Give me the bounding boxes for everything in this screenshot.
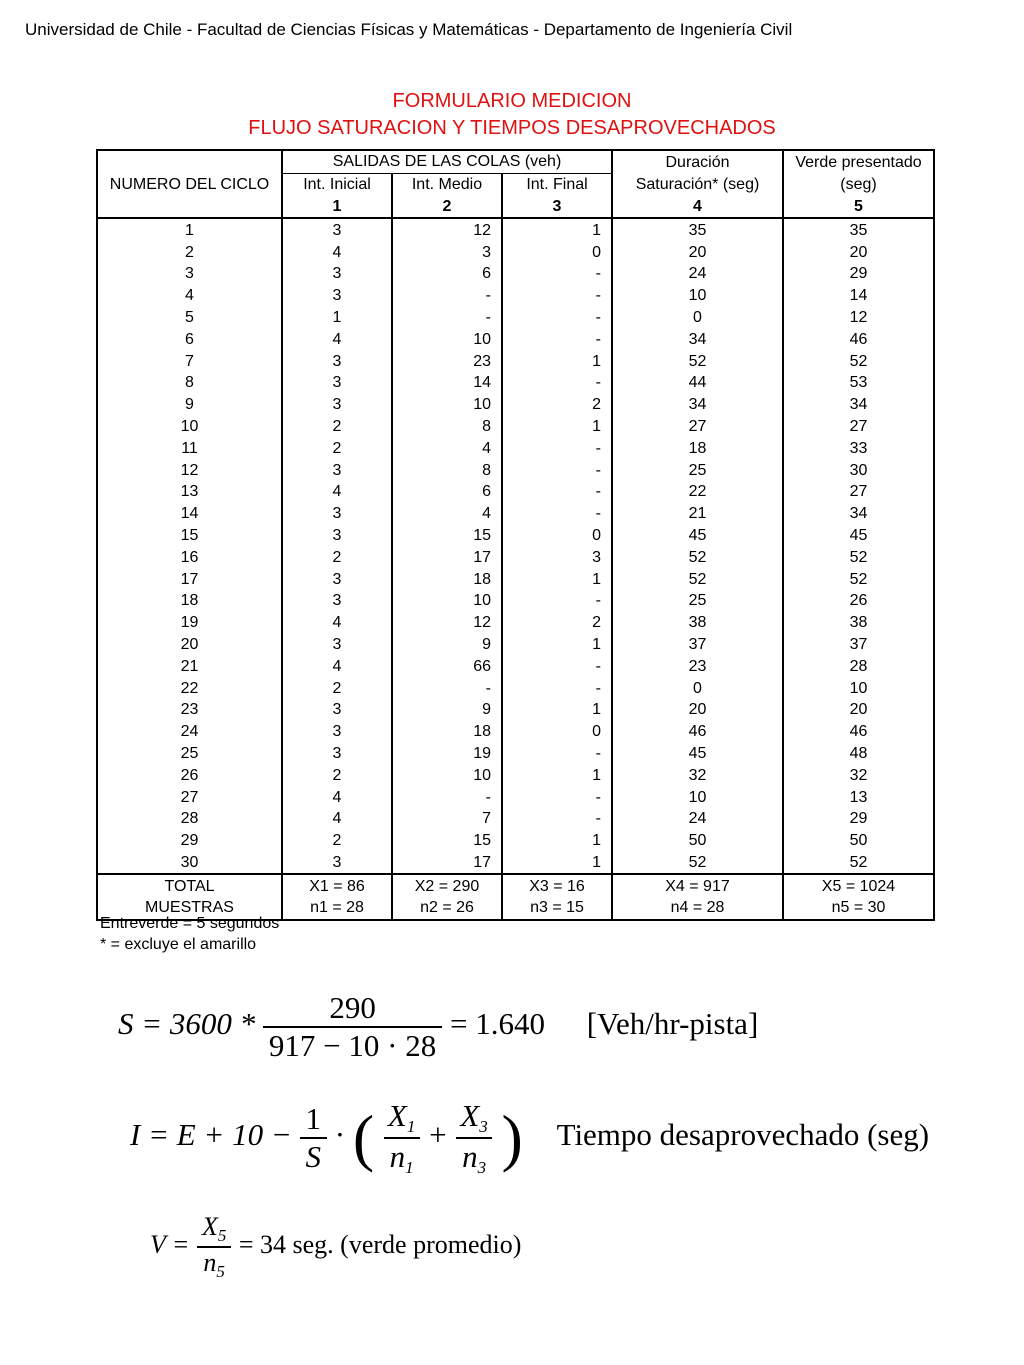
col-number-3: 3: [502, 196, 612, 219]
value-cell: -: [502, 481, 612, 503]
table-row: [97, 350, 934, 372]
cycle-number-cell: 21: [97, 655, 282, 677]
value-cell: 30: [783, 459, 934, 481]
cycle-number-cell: 6: [97, 328, 282, 350]
value-cell: 9: [392, 699, 502, 721]
header-initial: Int. Inicial: [282, 173, 392, 195]
cycle-number-cell: 23: [97, 699, 282, 721]
value-cell: 2: [502, 394, 612, 416]
value-cell: 3: [282, 721, 392, 743]
value-cell: 20: [783, 699, 934, 721]
cycle-number-cell: 16: [97, 546, 282, 568]
value-cell: 3: [282, 263, 392, 285]
value-cell: 46: [612, 721, 783, 743]
table-row: [97, 285, 934, 307]
cycle-number-cell: 14: [97, 503, 282, 525]
formula-i-lhs: I = E + 10 −: [130, 1117, 292, 1153]
value-cell: -: [502, 285, 612, 307]
value-cell: 14: [392, 372, 502, 394]
cycle-number-cell: 8: [97, 372, 282, 394]
formula-i-unit: Tiempo desaprovechado (seg): [556, 1117, 930, 1153]
cycle-number-cell: 5: [97, 307, 282, 329]
value-cell: 26: [783, 590, 934, 612]
value-cell: 46: [783, 328, 934, 350]
value-cell: 1: [502, 218, 612, 241]
value-cell: 3: [282, 743, 392, 765]
value-cell: 24: [612, 263, 783, 285]
note-yellow: * = excluye el amarillo: [100, 936, 257, 953]
table-row: [97, 808, 934, 830]
value-cell: 4: [392, 437, 502, 459]
formula-v-lhs: V =: [150, 1229, 190, 1259]
value-cell: 18: [612, 437, 783, 459]
value-cell: 53: [783, 372, 934, 394]
table-row: [97, 655, 934, 677]
value-cell: 2: [282, 830, 392, 852]
form-title: FORMULARIO MEDICION: [392, 90, 632, 112]
table-row: [97, 721, 934, 743]
formula-i-fraction: [300, 1101, 328, 1175]
value-cell: 27: [612, 416, 783, 438]
value-cell: 10: [612, 786, 783, 808]
value-cell: 18: [392, 568, 502, 590]
value-cell: 34: [783, 394, 934, 416]
value-cell: 21: [612, 503, 783, 525]
value-cell: 2: [282, 416, 392, 438]
value-cell: 27: [783, 416, 934, 438]
table-row: [97, 263, 934, 285]
samples-n5: n5 = 30: [783, 897, 934, 920]
total-x5: X5 = 1024: [783, 874, 934, 897]
cycle-number-cell: 15: [97, 525, 282, 547]
value-cell: 0: [612, 307, 783, 329]
value-cell: 6: [392, 263, 502, 285]
value-cell: 38: [612, 612, 783, 634]
value-cell: -: [392, 677, 502, 699]
value-cell: 6: [392, 481, 502, 503]
value-cell: 10: [392, 328, 502, 350]
value-cell: 23: [392, 350, 502, 372]
value-cell: 2: [282, 677, 392, 699]
value-cell: 2: [502, 612, 612, 634]
value-cell: 1: [502, 416, 612, 438]
value-cell: -: [502, 786, 612, 808]
value-cell: -: [502, 437, 612, 459]
cycle-number-cell: 3: [97, 263, 282, 285]
value-cell: 22: [612, 481, 783, 503]
value-cell: 45: [783, 525, 934, 547]
value-cell: 4: [392, 503, 502, 525]
value-cell: 14: [783, 285, 934, 307]
samples-n4: n4 = 28: [612, 897, 783, 920]
value-cell: -: [502, 677, 612, 699]
value-cell: 10: [392, 590, 502, 612]
value-cell: 15: [392, 830, 502, 852]
table-row: [97, 481, 934, 503]
formula-lost-time: I = E + 10 − $\frac{1}{S}$ · ( $\frac{X_1}{n_1}$ + $\frac{X_3}{n_3}$ ) Tiempo desaprovechado (seg): [130, 1098, 930, 1177]
cycle-number-cell: 9: [97, 394, 282, 416]
value-cell: 3: [282, 394, 392, 416]
value-cell: 20: [612, 241, 783, 263]
value-cell: 9: [392, 634, 502, 656]
formula-s-result: = 1.640: [449, 1006, 545, 1042]
table-row: [97, 372, 934, 394]
value-cell: 17: [392, 546, 502, 568]
table-row: [97, 328, 934, 350]
value-cell: 12: [392, 612, 502, 634]
value-cell: -: [392, 285, 502, 307]
table-row: [97, 437, 934, 459]
value-cell: 0: [612, 677, 783, 699]
header-duration-1: Duración: [612, 150, 783, 173]
col-number-5: 5: [783, 196, 934, 219]
header-cycle-number: NUMERO DEL CICLO: [97, 150, 282, 218]
measurement-table: [96, 149, 935, 921]
cycle-number-cell: 20: [97, 634, 282, 656]
value-cell: 4: [282, 328, 392, 350]
value-cell: 48: [783, 743, 934, 765]
value-cell: 0: [502, 525, 612, 547]
formula-v-result: = 34 seg. (verde promedio): [238, 1229, 522, 1259]
table-row: [97, 546, 934, 568]
cycle-number-cell: 28: [97, 808, 282, 830]
value-cell: -: [502, 307, 612, 329]
table-row: [97, 241, 934, 263]
value-cell: 44: [612, 372, 783, 394]
table-row: [97, 612, 934, 634]
cycle-number-cell: 11: [97, 437, 282, 459]
value-cell: 2: [282, 764, 392, 786]
value-cell: -: [502, 743, 612, 765]
value-cell: 52: [612, 568, 783, 590]
value-cell: -: [392, 786, 502, 808]
value-cell: 37: [612, 634, 783, 656]
notes: [100, 913, 279, 955]
formula-saturation: [118, 990, 758, 1064]
formula-s-denominator: 917 − 10 · 28: [263, 1026, 442, 1064]
value-cell: 3: [392, 241, 502, 263]
value-cell: 3: [282, 525, 392, 547]
value-cell: 3: [282, 459, 392, 481]
table-row: [97, 699, 934, 721]
value-cell: 20: [612, 699, 783, 721]
value-cell: 1: [502, 764, 612, 786]
value-cell: 52: [612, 350, 783, 372]
value-cell: 0: [502, 241, 612, 263]
value-cell: 1: [282, 307, 392, 329]
table-row: [97, 459, 934, 481]
value-cell: 52: [783, 852, 934, 875]
value-cell: 10: [612, 285, 783, 307]
value-cell: -: [502, 590, 612, 612]
value-cell: 3: [502, 546, 612, 568]
value-cell: 12: [392, 218, 502, 241]
note-intergreen: Entreverde = 5 segundos: [100, 915, 280, 932]
samples-n1: n1 = 28: [282, 897, 392, 920]
value-cell: 3: [282, 350, 392, 372]
formula-green: V = $\frac{X_5}{n_5}$ = 34 seg. (verde promedio): [150, 1212, 522, 1281]
value-cell: 4: [282, 655, 392, 677]
value-cell: 13: [783, 786, 934, 808]
value-cell: 12: [783, 307, 934, 329]
samples-n3: n3 = 15: [502, 897, 612, 920]
value-cell: 35: [612, 218, 783, 241]
formula-s-unit: [Veh/hr-pista]: [586, 1006, 759, 1042]
header-final: Int. Final: [502, 173, 612, 195]
formula-s-numerator: 290: [329, 990, 376, 1025]
table-row: [97, 568, 934, 590]
value-cell: 10: [392, 394, 502, 416]
value-cell: 37: [783, 634, 934, 656]
value-cell: -: [502, 503, 612, 525]
value-cell: 1: [502, 699, 612, 721]
table-row: [97, 394, 934, 416]
cycle-number-cell: 25: [97, 743, 282, 765]
samples-label: MUESTRAS: [97, 897, 282, 920]
value-cell: -: [502, 459, 612, 481]
table-row: [97, 218, 934, 241]
value-cell: 2: [282, 546, 392, 568]
value-cell: 7: [392, 808, 502, 830]
cycle-number-cell: 27: [97, 786, 282, 808]
value-cell: 33: [783, 437, 934, 459]
col-number-1: 1: [282, 196, 392, 219]
table-row: [97, 677, 934, 699]
value-cell: 50: [783, 830, 934, 852]
cycle-number-cell: 30: [97, 852, 282, 875]
value-cell: 3: [282, 285, 392, 307]
value-cell: 35: [783, 218, 934, 241]
value-cell: -: [392, 307, 502, 329]
table-row: [97, 852, 934, 875]
header-green-1: Verde presentado: [783, 150, 934, 173]
total-x3: X3 = 16: [502, 874, 612, 897]
value-cell: 50: [612, 830, 783, 852]
header-green-2: (seg): [783, 173, 934, 195]
cycle-number-cell: 29: [97, 830, 282, 852]
cycle-number-cell: 22: [97, 677, 282, 699]
table-body: [97, 218, 934, 874]
value-cell: 45: [612, 743, 783, 765]
col-number-2: 2: [392, 196, 502, 219]
table-row: [97, 525, 934, 547]
formula-i-denominator: S: [300, 1137, 328, 1175]
value-cell: 25: [612, 590, 783, 612]
table-row: [97, 764, 934, 786]
value-cell: 3: [282, 852, 392, 875]
value-cell: 32: [783, 764, 934, 786]
page-header: Universidad de Chile - Facultad de Ciencias Físicas y Matemáticas - Departamento de Ingeniería Civil: [25, 20, 793, 39]
formula-s-lhs: S = 3600 *: [118, 1006, 256, 1042]
total-label: TOTAL: [97, 874, 282, 897]
value-cell: 1: [502, 634, 612, 656]
cycle-number-cell: 24: [97, 721, 282, 743]
samples-n2: n2 = 26: [392, 897, 502, 920]
value-cell: 29: [783, 808, 934, 830]
value-cell: -: [502, 655, 612, 677]
col-number-4: 4: [612, 196, 783, 219]
formula-i-numerator: 1: [305, 1101, 322, 1136]
table-row: [97, 590, 934, 612]
cycle-number-cell: 19: [97, 612, 282, 634]
value-cell: 1: [502, 350, 612, 372]
value-cell: 32: [612, 764, 783, 786]
total-x2: X2 = 290: [392, 874, 502, 897]
value-cell: 46: [783, 721, 934, 743]
value-cell: 10: [783, 677, 934, 699]
value-cell: 52: [783, 546, 934, 568]
cycle-number-cell: 26: [97, 764, 282, 786]
value-cell: 3: [282, 568, 392, 590]
value-cell: 15: [392, 525, 502, 547]
value-cell: 45: [612, 525, 783, 547]
value-cell: 18: [392, 721, 502, 743]
table-row: [97, 634, 934, 656]
value-cell: 3: [282, 372, 392, 394]
value-cell: 8: [392, 416, 502, 438]
cycle-number-cell: 10: [97, 416, 282, 438]
table-row: [97, 307, 934, 329]
value-cell: 1: [502, 568, 612, 590]
header-queue-exits: SALIDAS DE LAS COLAS (veh): [282, 150, 612, 173]
value-cell: -: [502, 372, 612, 394]
table-row: [97, 786, 934, 808]
value-cell: 17: [392, 852, 502, 875]
value-cell: 10: [392, 764, 502, 786]
cycle-number-cell: 2: [97, 241, 282, 263]
value-cell: 4: [282, 612, 392, 634]
value-cell: 34: [612, 394, 783, 416]
value-cell: 27: [783, 481, 934, 503]
value-cell: 38: [783, 612, 934, 634]
value-cell: 34: [783, 503, 934, 525]
value-cell: 3: [282, 590, 392, 612]
value-cell: 66: [392, 655, 502, 677]
value-cell: 3: [282, 503, 392, 525]
value-cell: 3: [282, 218, 392, 241]
value-cell: 3: [282, 634, 392, 656]
value-cell: 25: [612, 459, 783, 481]
value-cell: 52: [783, 350, 934, 372]
value-cell: 24: [612, 808, 783, 830]
cycle-number-cell: 17: [97, 568, 282, 590]
value-cell: 4: [282, 808, 392, 830]
header-duration-2: Saturación* (seg): [612, 173, 783, 195]
value-cell: 20: [783, 241, 934, 263]
table-row: [97, 743, 934, 765]
total-x4: X4 = 917: [612, 874, 783, 897]
table-row: [97, 503, 934, 525]
cycle-number-cell: 18: [97, 590, 282, 612]
value-cell: 2: [282, 437, 392, 459]
value-cell: 4: [282, 786, 392, 808]
value-cell: 3: [282, 699, 392, 721]
value-cell: 1: [502, 830, 612, 852]
table-row: [97, 416, 934, 438]
value-cell: 19: [392, 743, 502, 765]
value-cell: 29: [783, 263, 934, 285]
total-x1: X1 = 86: [282, 874, 392, 897]
cycle-number-cell: 13: [97, 481, 282, 503]
form-subtitle: FLUJO SATURACION Y TIEMPOS DESAPROVECHADOS: [248, 117, 776, 139]
value-cell: 4: [282, 241, 392, 263]
value-cell: -: [502, 808, 612, 830]
value-cell: 52: [612, 546, 783, 568]
formula-s-fraction: [263, 990, 442, 1064]
value-cell: 28: [783, 655, 934, 677]
value-cell: 0: [502, 721, 612, 743]
value-cell: 52: [612, 852, 783, 875]
value-cell: -: [502, 328, 612, 350]
table-row: [97, 830, 934, 852]
value-cell: 34: [612, 328, 783, 350]
value-cell: 4: [282, 481, 392, 503]
header-middle: Int. Medio: [392, 173, 502, 195]
value-cell: 8: [392, 459, 502, 481]
cycle-number-cell: 7: [97, 350, 282, 372]
cycle-number-cell: 4: [97, 285, 282, 307]
value-cell: 52: [783, 568, 934, 590]
cycle-number-cell: 12: [97, 459, 282, 481]
value-cell: -: [502, 263, 612, 285]
value-cell: 1: [502, 852, 612, 875]
cycle-number-cell: 1: [97, 218, 282, 241]
value-cell: 23: [612, 655, 783, 677]
